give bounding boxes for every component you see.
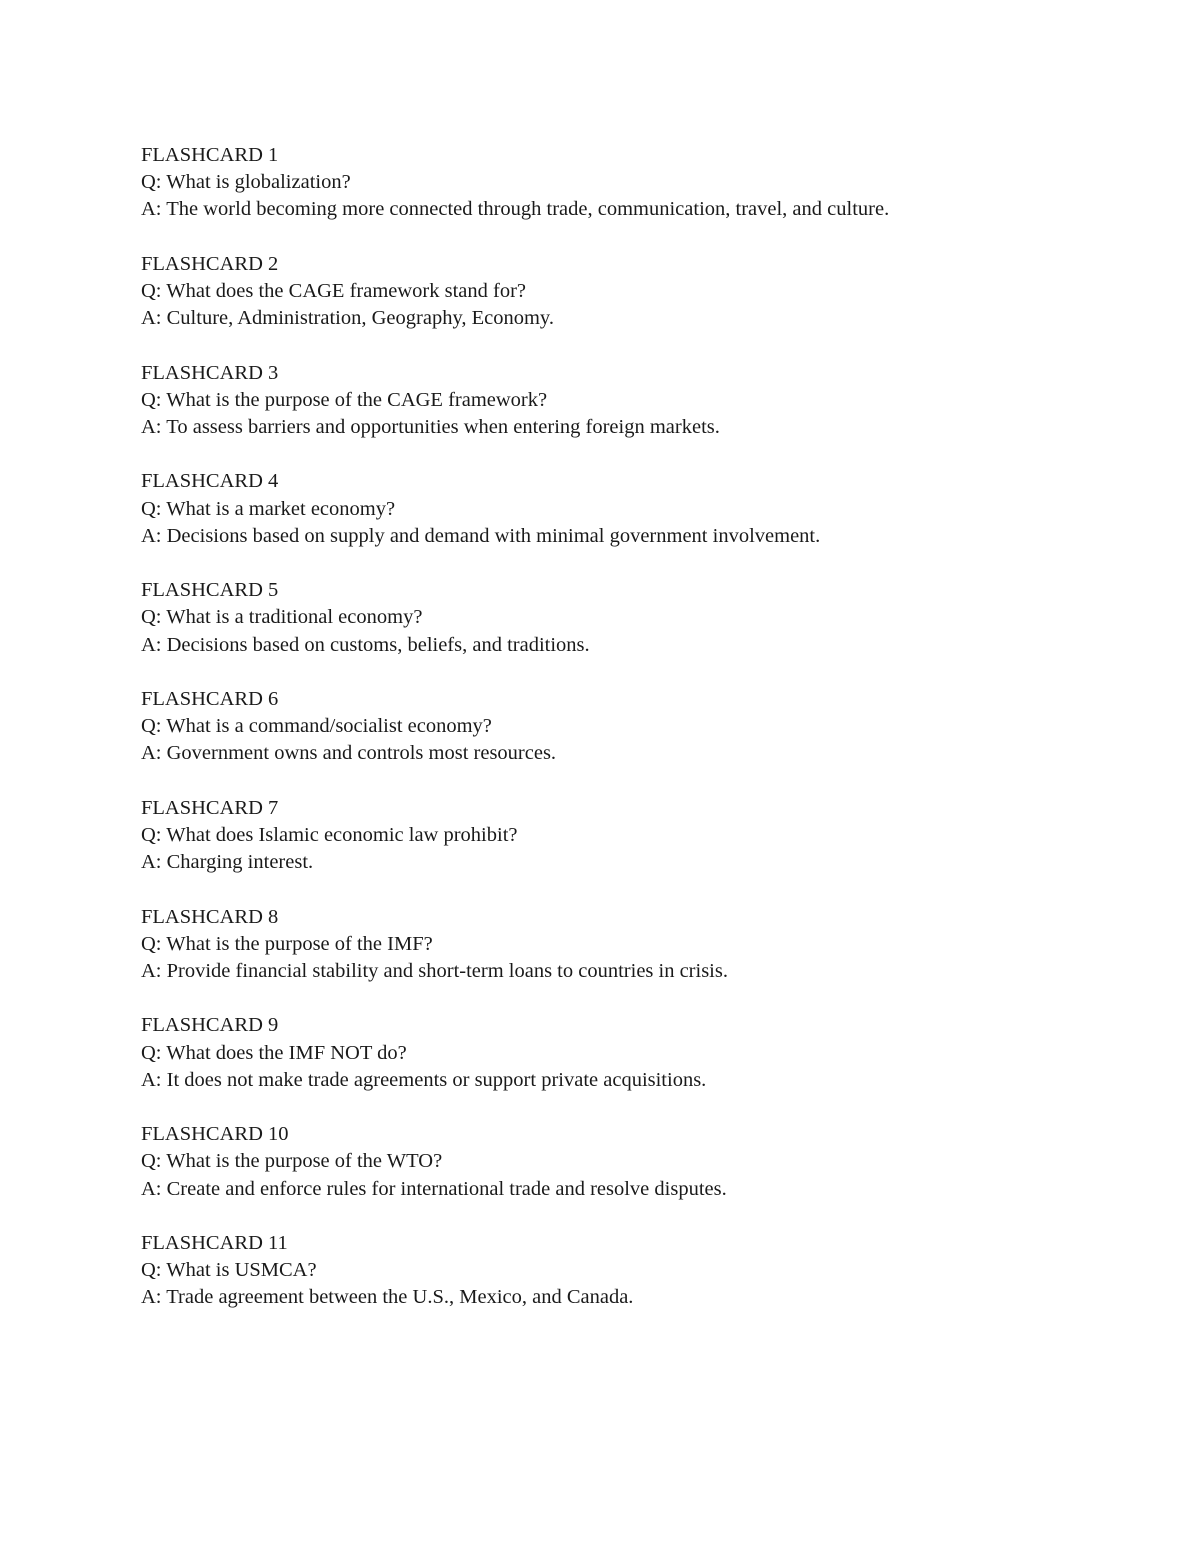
flashcard-question: Q: What is USMCA? <box>141 1259 317 1282</box>
flashcard-heading: FLASHCARD 6 <box>141 687 279 710</box>
flashcard-answer: A: It does not make trade agreements or support private acquisitions. <box>141 1068 707 1091</box>
flashcard <box>141 1121 1121 1203</box>
flashcard-heading: FLASHCARD 11 <box>141 1231 288 1254</box>
flashcard-answer: A: Trade agreement between the U.S., Mexico, and Canada. <box>141 1286 634 1309</box>
flashcard-answer: A: To assess barriers and opportunities when entering foreign markets. <box>141 416 720 438</box>
flashcard <box>141 142 1121 224</box>
flashcard <box>141 686 1121 768</box>
flashcard-heading: FLASHCARD 1 <box>141 144 279 166</box>
flashcard-answer: A: Decisions based on customs, beliefs, and traditions. <box>141 633 590 656</box>
flashcard-heading: FLASHCARD 8 <box>141 905 279 928</box>
document-body <box>141 142 1121 1339</box>
flashcard <box>141 795 1121 877</box>
flashcard <box>141 577 1121 659</box>
flashcard-answer: A: Decisions based on supply and demand with minimal government involvement. <box>141 524 821 547</box>
flashcard <box>141 468 1121 550</box>
flashcard <box>141 904 1121 986</box>
flashcard-heading: FLASHCARD 7 <box>141 796 279 819</box>
flashcard <box>141 1230 1121 1312</box>
flashcard-heading: FLASHCARD 5 <box>141 579 279 602</box>
flashcard-answer: A: The world becoming more connected through trade, communication, travel, and culture. <box>141 198 890 221</box>
flashcard-answer: A: Provide financial stability and short-term loans to countries in crisis. <box>141 959 728 982</box>
flashcard-question: Q: What is a command/socialist economy? <box>141 715 492 738</box>
flashcard-question: Q: What is globalization? <box>141 171 351 194</box>
flashcard-question: Q: What is the purpose of the CAGE framework? <box>141 388 548 411</box>
flashcard-question: Q: What is the purpose of the IMF? <box>141 932 433 955</box>
flashcard-question: Q: What does Islamic economic law prohibit? <box>141 823 518 846</box>
flashcard <box>141 360 1121 442</box>
flashcard-heading: FLASHCARD 3 <box>141 361 279 384</box>
flashcard-question: Q: What does the IMF NOT do? <box>141 1041 407 1064</box>
flashcard-answer: A: Government owns and controls most resources. <box>141 742 557 765</box>
flashcard-heading: FLASHCARD 10 <box>141 1123 289 1146</box>
flashcard-answer: A: Culture, Administration, Geography, Economy. <box>141 307 554 330</box>
flashcard-answer: A: Create and enforce rules for international trade and resolve disputes. <box>141 1177 727 1200</box>
flashcard-question: Q: What is a market economy? <box>141 497 396 520</box>
flashcard-question: Q: What is the purpose of the WTO? <box>141 1150 443 1173</box>
flashcard-heading: FLASHCARD 9 <box>141 1014 279 1037</box>
flashcard-heading: FLASHCARD 2 <box>141 252 279 275</box>
flashcard <box>141 251 1121 333</box>
flashcard <box>141 1012 1121 1094</box>
flashcard-question: Q: What does the CAGE framework stand for? <box>141 280 527 302</box>
flashcard-question: Q: What is a traditional economy? <box>141 606 423 629</box>
flashcard-heading: FLASHCARD 4 <box>141 470 279 493</box>
flashcard-answer: A: Charging interest. <box>141 851 314 874</box>
